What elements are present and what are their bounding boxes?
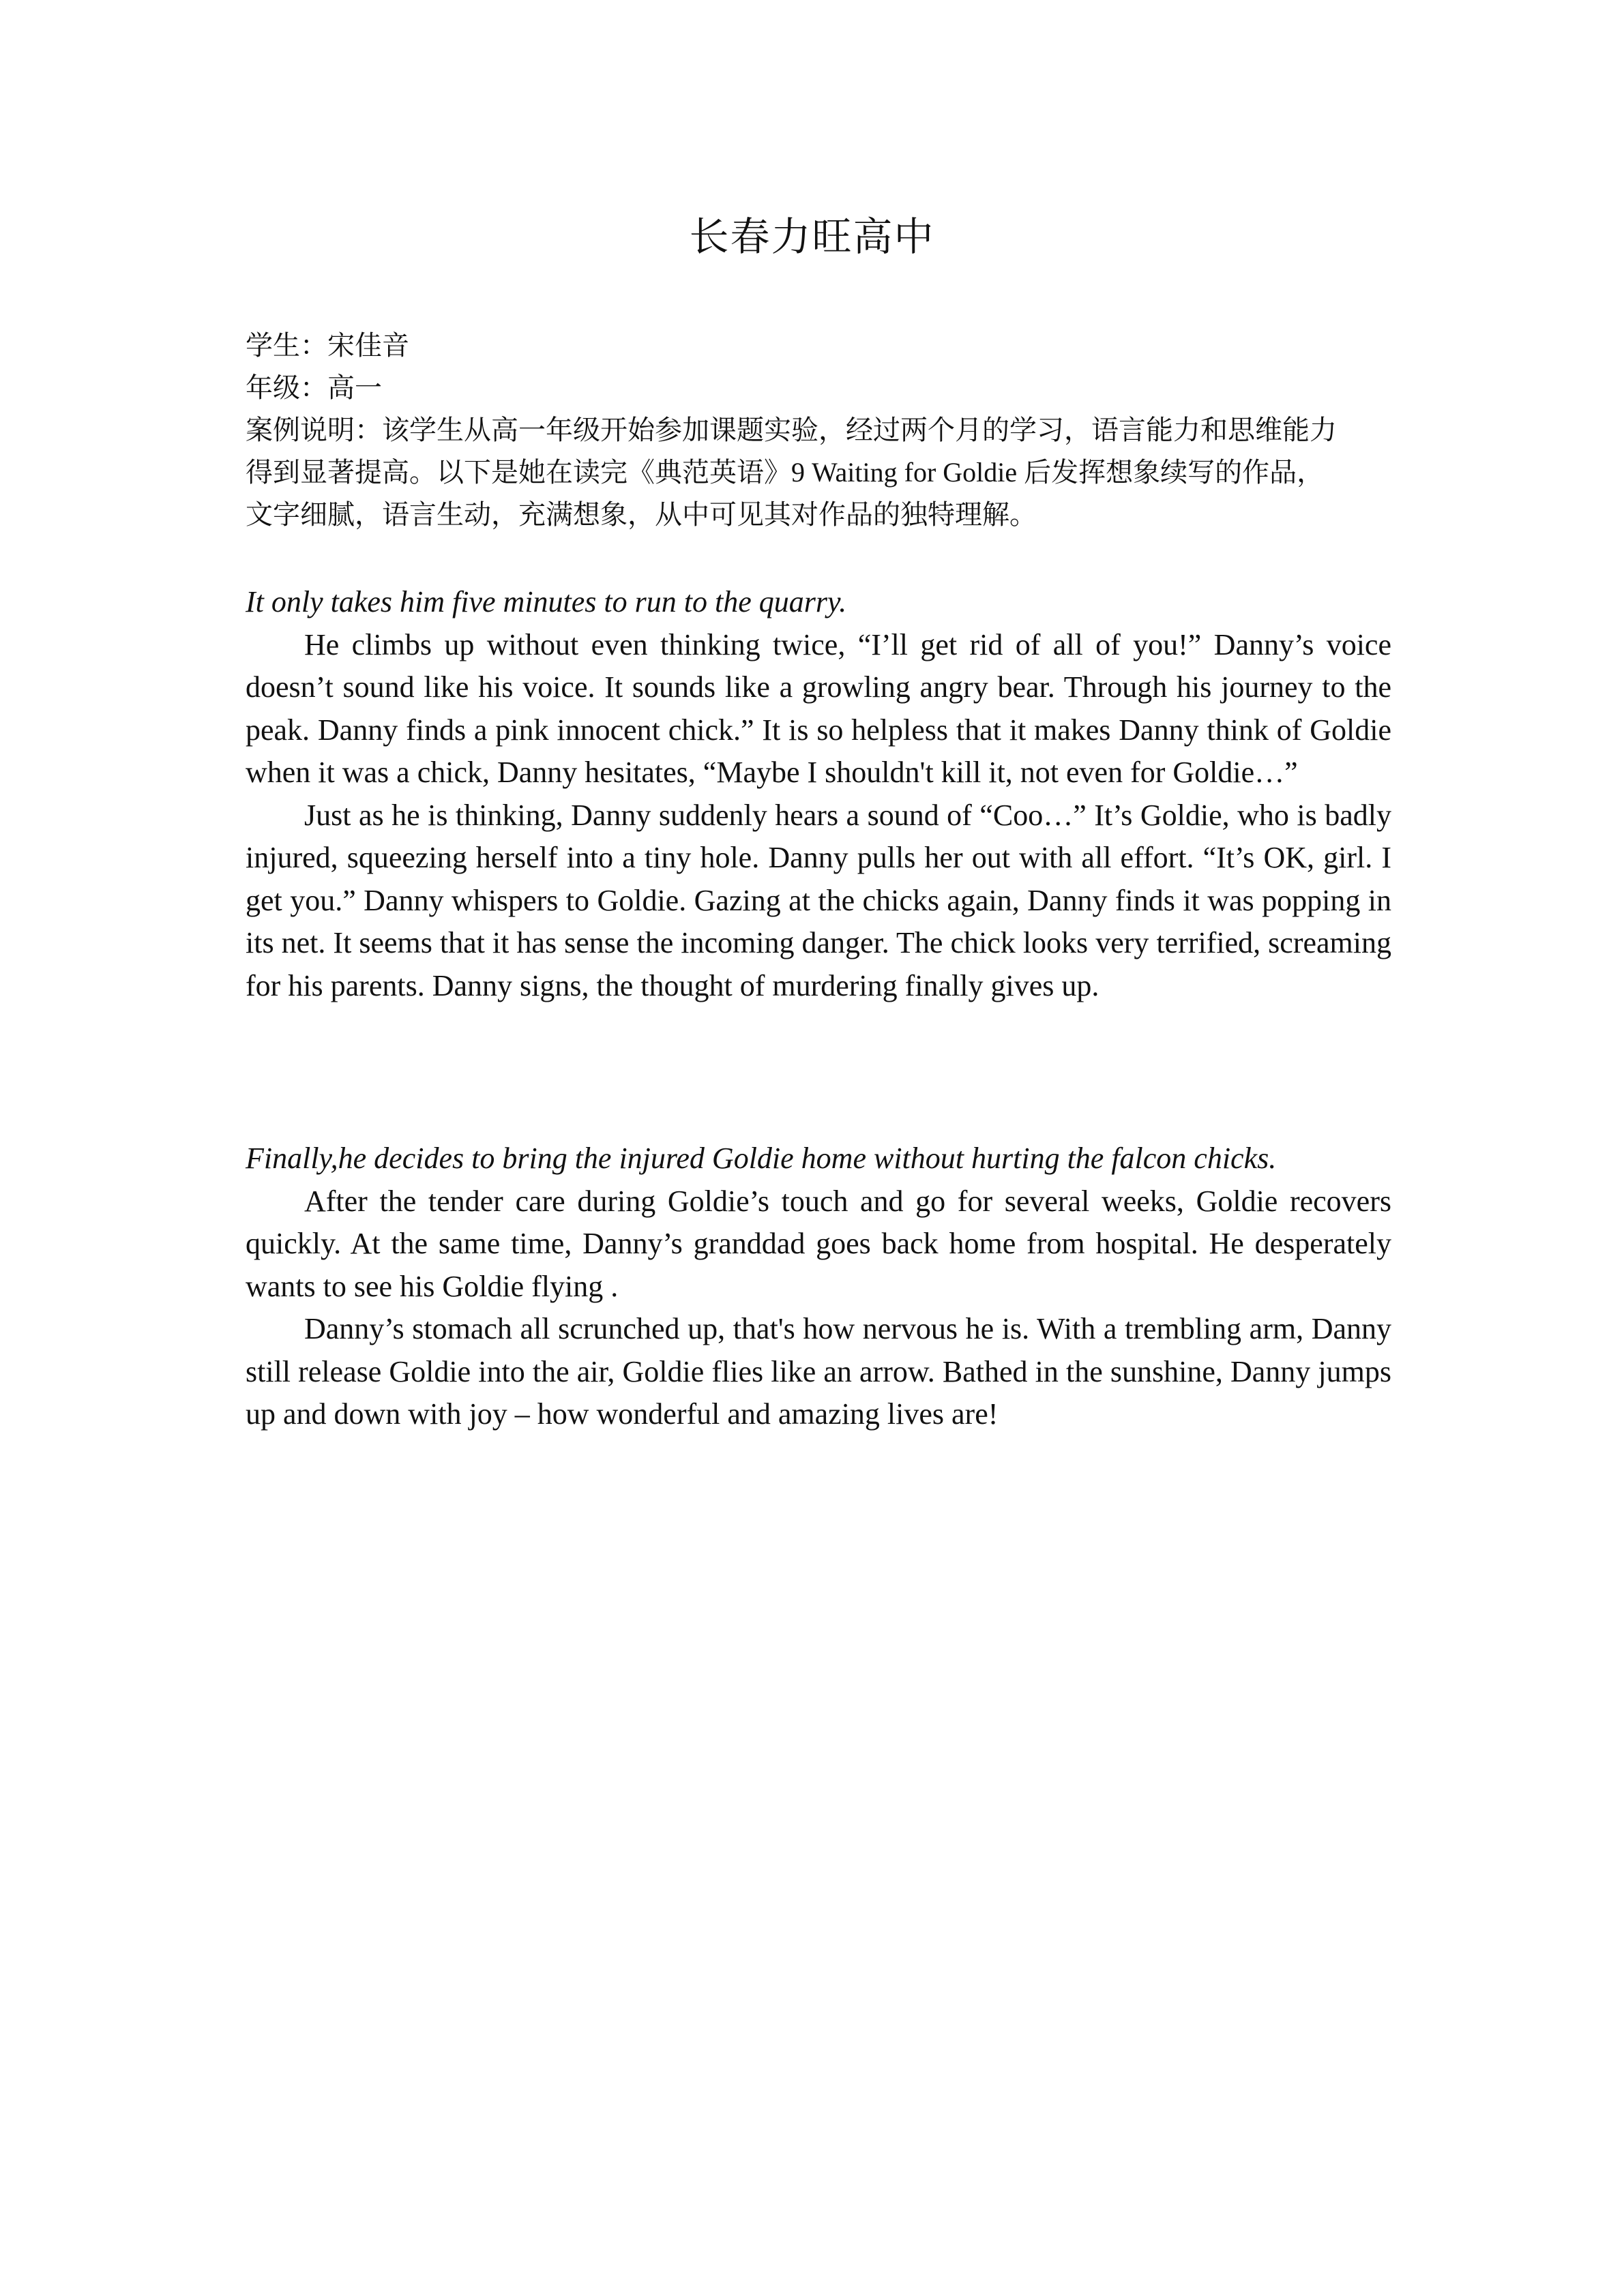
case-description-line-3: 文字细腻，语言生动，充满想象，从中可见其对作品的独特理解。	[246, 499, 1037, 530]
section-1-lead-sentence: It only takes him five minutes to run to the quarry.	[246, 585, 847, 618]
case-description-line-1: 案例说明：该学生从高一年级开始参加课题实验，经过两个月的学习，语言能力和思维能力	[246, 415, 1337, 445]
story-section-1	[246, 581, 1391, 1007]
section-2-lead-sentence: Finally,he decides to bring the injured Goldie home without hurting the falcon chicks.	[246, 1142, 1277, 1175]
case-info	[246, 325, 1391, 536]
section-2-paragraph-1: After the tender care during Goldie’s touch and go for several weeks, Goldie recovers quickly. At the same time, Danny’s granddad goes back home from hospital. He desperately wants to see his Goldie flying .	[246, 1184, 1391, 1303]
case-description-line-2: 得到显著提高。以下是她在读完《典范英语》9 Waiting for Goldie 后发挥想象续写的作品，	[246, 457, 1325, 488]
section-1-paragraph-2: Just as he is thinking, Danny suddenly hears a sound of “Coo…” It’s Goldie, who is badly injured, squeezing herself into a tiny hole. Danny pulls her out with all effort. “It’s OK, girl. I get you.” Danny whispers to Goldie. Gazing at the chicks again, Danny finds it was popping in its net. It seems that it has sense the incoming danger. The chick looks very terrified, screaming for his parents. Danny signs, the thought of murdering finally gives up.	[246, 798, 1391, 1002]
student-line: 学生：宋佳音	[246, 330, 409, 361]
section-2-paragraph-2: Danny’s stomach all scrunched up, that's how nervous he is. With a trembling arm, Danny still release Goldie into the air, Goldie flies like an arrow. Bathed in the sunshine, Danny jumps up and down with joy – how wonderful and amazing lives are!	[246, 1312, 1391, 1431]
story-section-2	[246, 1137, 1391, 1436]
document-title: 长春力旺高中	[689, 215, 935, 259]
grade-line: 年级：高一	[246, 372, 382, 403]
section-1-paragraph-1: He climbs up without even thinking twice, “I’ll get rid of all of you!” Danny’s voice doesn’t sound like his voice. It sounds like a growling angry bear. Through his journey to the peak. Danny finds a pink innocent chick.” It is so helpless that it makes Danny think of Goldie when it was a chick, Danny hesitates, “Maybe I shouldn't kill it, not even for Goldie…”	[246, 627, 1391, 789]
